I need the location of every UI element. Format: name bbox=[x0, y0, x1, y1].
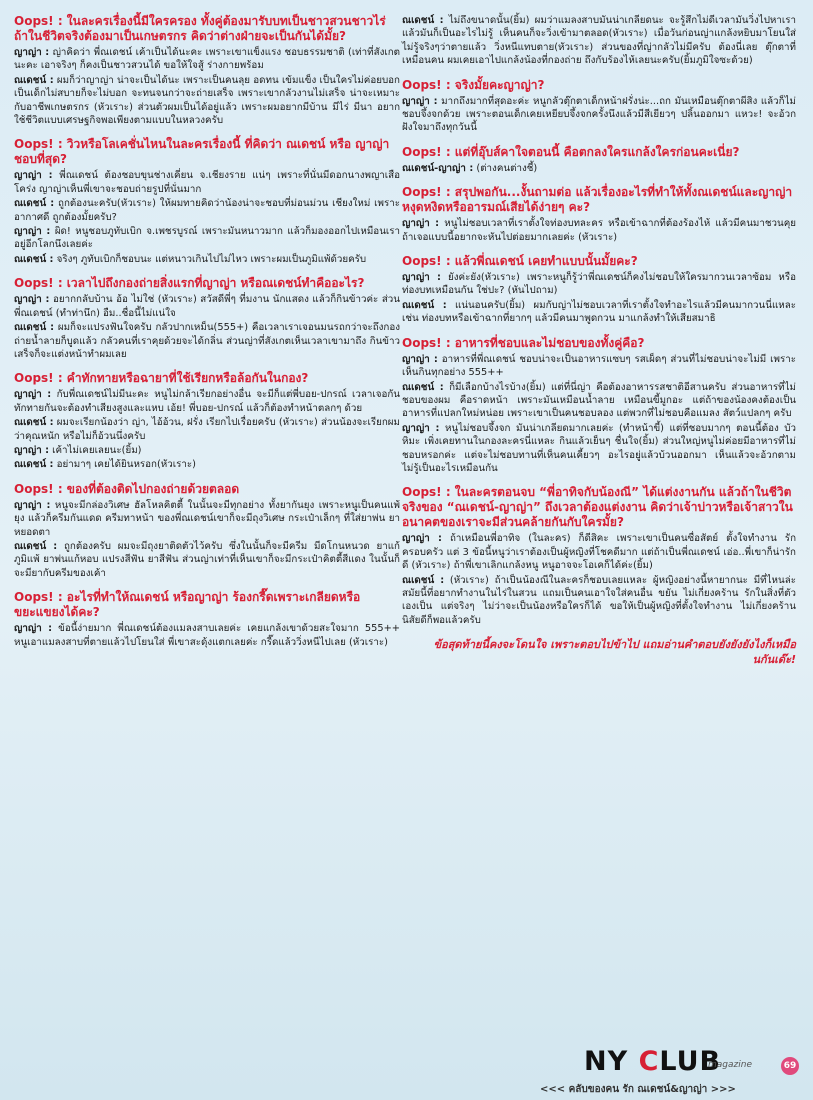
speaker-name: ญาญ่า : bbox=[14, 444, 50, 456]
speaker-name: ณเดชน์ : bbox=[14, 459, 54, 471]
answer-paragraph bbox=[14, 416, 400, 443]
answer-text: ผมก็ว่าญาญ่า น่าจะเป็นได้นะ เพราะเป็นคนลุย อดทน เข้มแข็ง เป็นใครไม่ค่อยบอก เป็นเด็กไม่สบายก็จะไม่บอก จะทนจนกว่าจะถ่ายเสร็จ เพราะเขากลัวงานไม่เสร็จ น่าจะเหมาะกับอาชีพเกษตรกร (หัวเราะ) ส่วนตัวผมเป็นได้อยู่แล้ว เพราะผมอยากมีบ้าน มีไร่ มีนา อยากใช้ชีวิตแบบเศรษฐกิจพอเพียงตามแบบในหลวงครับ bbox=[14, 74, 400, 127]
qa-section bbox=[14, 276, 400, 361]
answer-paragraph bbox=[14, 225, 400, 252]
answer-text: ถูกต้องครับ ผมจะมีถุงยาติดตัวไว้ครับ ซึ่งในนั้นก็จะมีครีม มีดโกนหนวด ยาแก้ภูมิแพ้ ยาพ่นแก้หอบ แปรงสีฟัน ยาสีฟัน ส่วนญ่าเท่าที่เห็นเขาก็จะมีกระเป๋าคิตตี้สีแดง ในนั้นก็จะมียากับครีมของเค้า bbox=[14, 540, 400, 579]
speaker-name: ณเดชน์ : bbox=[14, 198, 55, 210]
answer-text: กับพี่ณเดชน์ไม่มีนะคะ หนูไม่กล้าเรียกอย่างอื่น จะมีก็แต่พี่บอย-ปกรณ์ เวลาเจอกันทักทายกันจะต้องทำเสียงสูงและแหบ เอ้ย! พี่บอย-ปกรณ์ แล้วก็ต้องทำหน้าตลกๆ ด้วย bbox=[14, 389, 400, 414]
right-column bbox=[402, 14, 796, 667]
logo-magazine: magazine bbox=[708, 1060, 752, 1070]
answer-text: หนูไม่ชอบเวลาที่เราตั้งใจท่องบทละคร หรือเข้าฉากที่ต้องร้องไห้ แล้วมีคนมาชวนคุย ถ้าเจอแบบนี้อยากจะหันไปต่อยมากเลยค่ะ (หัวเราะ) bbox=[402, 218, 796, 243]
answer-paragraph bbox=[14, 540, 400, 580]
answer-paragraph bbox=[402, 353, 796, 380]
answer-text: ถูกต้องนะครับ(หัวเราะ) ให้ผมทายคิดว่าน้องน่าจะชอบที่ม่อนม่วน เชียงใหม่ เพราะอากาศดี ถูกต้องมั้ยครับ? bbox=[14, 198, 400, 223]
answer-text: ญ่าคิดว่า พี่ณเดชน์ เค้าเป็นได้นะคะ เพราะเขาแข็งแรง ชอบธรรมชาติ (เท่าที่สังเกตนะคะ เอาจริงๆ ก็คงเป็นชาวสวนได้ ขอให้ใจสู้ ร่างกายพร้อม bbox=[14, 47, 400, 72]
answer-text: อยากกลับบ้าน อ้อ ไม่ใช่ (หัวเราะ) สวัสดีพี่ๆ ที่มงาน นักแสดง แล้วก็กินข้าวค่ะ ส่วนพี่ณเดชน์ (ทำท่านึก) อืม..ชื่อนี้ไม่แน่ใจ bbox=[14, 294, 400, 319]
qa-section bbox=[14, 371, 400, 471]
speaker-name: ณเดชน์ : bbox=[14, 540, 58, 552]
speaker-name: ญาญ่า : bbox=[14, 294, 50, 306]
speaker-name: ณเดชน์ : bbox=[14, 74, 54, 86]
qa-section bbox=[14, 590, 400, 649]
answer-text: ข้อนี้ง่ายมาก พี่ณเดชน์ต้องแมลงสาบเลยค่ะ เคยแกล้งเขาด้วยสะใจมาก 555++ หนูเอาแมลงสาบที่ตายแล้วไปโยนใส่ พี่เขาสะดุ้งแตกเลยค่ะ กรี๊ดแล้ววิ่งหนีไปเลย (หัวเราะ) bbox=[14, 623, 401, 648]
question-heading: Oops! : แต่ที่อุ๊บส์คาใจตอนนี้ คือตกลงใครแกล้งใครก่อนคะเนี่ย? bbox=[402, 144, 740, 159]
question-heading: Oops! : อาหารที่ชอบและไม่ชอบของทั้งคู่คือ? bbox=[402, 335, 645, 350]
qa-section bbox=[402, 185, 796, 244]
speaker-name: ญาญ่า : bbox=[402, 353, 438, 365]
question-heading: Oops! : ของที่ต้องติดไปกองถ่ายด้วยตลอด bbox=[14, 481, 240, 496]
speaker-name: ณเดชน์ : bbox=[402, 15, 444, 26]
speaker-name: ญาญ่า : bbox=[14, 623, 53, 635]
answer-text: ผิด! หนูชอบภูทับเบิก จ.เพชรบูรณ์ เพราะมันหนาวมาก แล้วก็มองออกไปเหมือนเราอยู่อีกโลกนึงเลยค่ะ bbox=[14, 226, 400, 251]
question-heading: Oops! : จริงมั้ยคะญาญ่า? bbox=[402, 77, 545, 92]
answer-paragraph bbox=[402, 381, 796, 421]
answer-paragraph bbox=[14, 444, 400, 457]
speaker-name: ณเดชน์ : bbox=[14, 253, 54, 265]
ny-club-logo bbox=[584, 1046, 784, 1076]
answer-text: จริงๆ ภูทับเบิกก็ชอบนะ แต่หนาวเกินไปไม่ไหว เพราะผมเป็นภูมิแพ้ด้วยครับ bbox=[56, 253, 367, 265]
answer-text: แน่นอนครับ(ยิ้ม) ผมกับญ่าไม่ชอบเวลาที่เราตั้งใจทำอะไรแล้วมีคนมากวนนี่แหละ เช่น ท่องบทหรือเข้าฉากที่ยากๆ แล้วมีคนมาพูดกวน มาแกล้งทำให้เสียสมาธิ bbox=[402, 299, 796, 325]
speaker-name: ญาญ่า : bbox=[402, 272, 441, 284]
speaker-name: ณเดชน์ : bbox=[402, 381, 444, 393]
question-heading: Oops! : วิวหรือโลเคชั่นไหนในละครเรื่องนี้ ที่คิดว่า ณเดชน์ หรือ ญาญ่า ชอบที่สุด? bbox=[14, 137, 390, 167]
answer-paragraph bbox=[402, 299, 796, 326]
question-heading: Oops! : คำทักทายหรือฉายาที่ใช้เรียกหรือล้อกันในกอง? bbox=[14, 371, 309, 386]
answer-text: (หัวเราะ) ถ้าเป็นน้องณีในละครก็ชอบเลยแหละ ผู้หญิงอย่างนี้หายากนะ มีที่ไหนล่ะสมัยนี้ที่อยากทำงานในไร่ในสวน แถมเป็นคนเอาใจใส่คนอื่น ขยัน ไม่เกี่ยงคร้าน รักในสิ่งที่ตัวเองเป็น แต่จริงๆ ไม่ว่าจะเป็นน้องหรือใครก็ได้ ขอให้เป็นผู้หญิงที่ตั้งใจทำงาน ไม่เกี่ยงคร้าน นิสัยดีก็พอแล้วครับ bbox=[402, 574, 796, 626]
qa-section bbox=[402, 78, 796, 135]
answer-paragraph bbox=[14, 622, 400, 649]
answer-text: ก็มีเลือกบ้างไรบ้าง(ยิ้ม) แต่ที่นี่ญ่า คือต้องอาหารรสชาติอีสานครับ ส่วนอาหารที่ไม่ชอบของผม คือราดหน้า เพราะมันเหมือนน้ำลาย เหมือนขี้มูกอะ แต่ถ้าของน้องคงต้องเป็นอาหารที่แปลกใหม่หน่อย เพราะเขาเป็นคนชอบลอง แต่พวกที่ไม่ชอบคือแมลง สัตว์แปลกๆ ครับ bbox=[402, 381, 796, 420]
answer-text: ไม่ถึงขนาดนั้น(ยิ้ม) ผมว่าแมลงสาบมันน่าเกลียดนะ จะรู้สึกไม่ดีเวลามันวิ่งไปหาเรา แล้วมันก็เป็นอะไรไม่รู้ เห็นคนก็จะวิ่งเข้ามาตลอด(หัวเราะ) เมื่อวันก่อนญ่าแกล้งหยิบมาโยนใส่ ไม่รู้จริงๆว่าตายแล้ว วิ่งหนีแทบตาย(หัวเราะ) ส่วนของที่ญ่ากลัวไม่มีครับ ต้องนี่เลย ตุ๊กตาที่เหมือนคน ผมเคยเอาไปแกล้งน้องที่กองถ่าย ถึงกับร้องไห้เลยนะครับ(ยิ้มภูมิใจซะด้วย) bbox=[402, 15, 796, 67]
speaker-name: ณเดชน์ : bbox=[402, 574, 445, 586]
answer-text: ยังค่ะยัง(หัวเราะ) เพราะหนูก็รู้ว่าพี่ณเดชน์ก็คงไม่ชอบให้ใครมากวนเวลาซ้อม หรือท่องบทเหมือนกัน ใช่ปะ? (หันไปถาม) bbox=[402, 272, 796, 297]
qa-section bbox=[14, 482, 400, 580]
answer-text: หนูไม่ชอบจึ้งจก มันน่าเกลียดมากเลยค่ะ (ทำหน้าขี้) แต่ที่ชอบมากๆ ตอนนี้ต้อง บัวหิมะ เพิ่งเคยทานในกองละครนี่แหละ กินแล้วเย็นๆ ชื่นใจ(ยิ้ม) ส่วนใหญ่หนูไม่ค่อยมีอาหารที่ไม่ชอบหรอกค่ะ แต่จะไม่ชอบทานที่เห็นคนเคี้ยวๆ อะไรอยู่แล้วบ้วนออกมา เห็นแล้วจะอ้วกตาม ไม่รู้เป็นอะไรเหมือนกัน bbox=[402, 422, 796, 474]
answer-text: ผมจะเรียกน้องว่า ญ่า, ไอ้อ้วน, ฝรั่ง เรียกไปเรื่อยครับ (หัวเราะ) ส่วนน้องจะเรียกผมว่าคุณหนัก หรือไม่ก็อ้วนนึ่งครับ bbox=[14, 417, 400, 442]
speaker-name: ญาญ่า : bbox=[14, 499, 51, 511]
answer-text: ผมก็จะแปรงฟันใจครับ กลัวปากเหม็น(555+) คือเวลาเราเจอนมนรถกว่าจะถึงกองถ่ายน้ำลายก็บูดแล้ว กลัวคนที่เราคุยด้วยจะได้กลิ่น ส่วนญ่าที่สังเกตเห็นเวลาเขามาถึง กินข้าวเสร็จก็จะแต่งหน้าทำผมเลย bbox=[14, 322, 401, 360]
answer-paragraph bbox=[14, 169, 400, 196]
qa-section bbox=[402, 254, 796, 326]
answer-paragraph bbox=[402, 217, 796, 244]
speaker-name: ญาญ่า : bbox=[14, 170, 53, 182]
answer-paragraph bbox=[14, 321, 400, 361]
answer-text: (ต่างคนต่างชี้) bbox=[476, 162, 538, 174]
speaker-name: ณเดชน์ : bbox=[14, 322, 55, 334]
speaker-name: ญาญ่า : bbox=[14, 226, 51, 238]
page-number: 69 bbox=[781, 1057, 799, 1075]
speaker-name: ญาญ่า : bbox=[402, 533, 442, 545]
answer-text: หนูจะมีกล่องวิเศษ ฮัลโหลคิตตี้ ในนั้นจะมีทุกอย่าง ทั้งยากันยุง เพราะหนูเป็นคนแพ้ยุง แล้วก็ครีมกันแดด ครีมทาหน้า ของพี่ณเดชน์เขาก็จะมีถุงวิเศษ กระเป๋าเล็กๆ ที่ใส่ยาพ่น ยาหยอดตา bbox=[14, 499, 400, 538]
answer-paragraph bbox=[14, 388, 400, 415]
qa-section bbox=[14, 14, 400, 127]
question-heading: Oops! : ในละครตอนจบ “พี่อาทิจกับน้องณี” ได้แต่งงานกัน แล้วถ้าในชีวิตจริงของ “ณเดชน์-ญาญ่า” ถึงเวลาต้องแต่งงาน คิดว่าเจ้าบ่าวหรือเจ้าสาวในอนาคตของเราจะมีส่วนคล้ายกันกับใครมั้ย? bbox=[402, 485, 793, 530]
answer-paragraph bbox=[14, 253, 400, 266]
answer-paragraph bbox=[402, 162, 796, 175]
answer-text: เค้าไม่เคยเลยนะ(ยิ้ม) bbox=[52, 444, 142, 456]
qa-section bbox=[402, 485, 796, 627]
question-heading: Oops! : ในละครเรื่องนี้มีใครครอง ทั้งคู่ต้องมารับบทเป็นชาวสวนชาวไร่ ถ้าในชีวิตจริงต้องมาเป็นเกษตรกร คิดว่าต่างฝ่ายจะเป็นกันได้มั้ย? bbox=[14, 14, 386, 43]
question-heading: Oops! : แล้วพี่ณเดชน์ เคยทำแบบนั้นมั้ยคะ? bbox=[402, 254, 638, 269]
logo-text: NY CLUB bbox=[584, 1046, 722, 1077]
answer-paragraph bbox=[14, 46, 400, 73]
question-heading: Oops! : เวลาไปถึงกองถ่ายสิ่งแรกที่ญาญ่า หรือณเดชน์ทำคืออะไร? bbox=[14, 276, 365, 291]
speaker-name: ญาญ่า : bbox=[402, 218, 440, 230]
answer-paragraph bbox=[14, 293, 400, 320]
qa-section bbox=[402, 336, 796, 476]
answer-paragraph bbox=[402, 422, 796, 476]
question-heading: Oops! : อะไรที่ทำให้ณเดชน์ หรือญาญ่า ร้องกรี๊ดเพราะเกลียดหรือขยะแขยงได้คะ? bbox=[14, 590, 361, 620]
answer-text: อย่ามาๆ เคยได้ยินหรอก(หัวเราะ) bbox=[56, 459, 196, 471]
answer-paragraph bbox=[14, 458, 400, 471]
speaker-name: ณเดชน์ : bbox=[402, 299, 447, 311]
answer-paragraph bbox=[402, 532, 796, 572]
answer-text: พี่ณเดชน์ ต้องชอบขุนช่างเคี่ยน จ.เชียงราย แน่ๆ เพราะที่นั่นมีดอกนางพญาเสือโคร่ง ญาญ่าเห็นพี่เขาจะชอบถ่ายรูปที่นั่นมาก bbox=[14, 170, 401, 195]
speaker-name: ญาญ่า : bbox=[402, 95, 438, 107]
left-column bbox=[14, 14, 400, 659]
answer-paragraph bbox=[402, 574, 796, 628]
answer-paragraph bbox=[14, 197, 400, 224]
answer-paragraph bbox=[14, 74, 400, 128]
answer-text: อาหารที่พี่ณเดชน์ ชอบน่าจะเป็นอาหารแซบๆ รสเผ็ดๆ ส่วนที่ไม่ชอบน่าจะไม่มี เพราะเห็นกินทุกอย่าง 555++ bbox=[402, 353, 796, 379]
answer-paragraph bbox=[14, 499, 400, 539]
answer-paragraph bbox=[402, 14, 796, 68]
footer-caption: <<< คลับของคน รัก ณเดชน์&ญาญ่า >>> bbox=[540, 1084, 736, 1095]
speaker-name: ณเดชน์-ญาญ่า : bbox=[402, 162, 474, 174]
question-heading: Oops! : สรุปพอกัน...งั้นถามต่อ แล้วเรื่องอะไรที่ทำให้ทั้งณเดชน์และญาญ่า หงุดหงิดหรืออารมณ์เสียได้ง่ายๆ คะ? bbox=[402, 185, 793, 215]
speaker-name: ญาญ่า : bbox=[14, 47, 50, 58]
qa-section bbox=[402, 14, 796, 68]
closing-remark: ข้อสุดท้ายนี้คงจะโดนใจ เพราะตอบไปข้าไป แถมอ่านคำตอบยังยังยังไงก็เหมือนกันเด๊ะ! bbox=[433, 638, 796, 667]
answer-text: มากถึงมากที่สุดอะค่ะ หนูกลัวตุ๊กตาเด็กหน้าฝรั่งน่ะ...ถก มันเหมือนตุ๊กตาผีสิง แล้วก็ไม่ชอบจึ้งจกด้วย เพราะตอนเด็กเคยเหยียบจึ้งจกครั้งนึงแล้วมีสีเยียวๆ ปลิ้นออกมา แหวะ! จะอ้วก ฝังใจมาถึงทุกวันนี้ bbox=[402, 95, 796, 134]
answer-paragraph bbox=[402, 95, 796, 135]
speaker-name: ญาญ่า : bbox=[402, 422, 440, 434]
answer-paragraph bbox=[402, 271, 796, 298]
speaker-name: ณเดชน์ : bbox=[14, 417, 54, 429]
qa-section bbox=[402, 145, 796, 175]
qa-section bbox=[14, 137, 400, 266]
speaker-name: ญาญ่า : bbox=[14, 389, 52, 401]
answer-text: ถ้าเหมือนพี่อาทิจ (ในละคร) ก็ดีสิคะ เพราะเขาเป็นคนซื่อสัตย์ ตั้งใจทำงาน รักครอบครัว แต่ 3 ข้อนี้หนูว่าเราต้องเป็นผู้หญิงที่โชคดีมาก แต่ถ้าเป็นพี่ณเดชน์ เอ่อ..พี่เขาก็น่ารักดี (หัวเราะ) ถ้าพี่เขาเลิกแกล้งหนู หนูอาจจะโอเคก็ได้ค่ะ(ยิ้ม) bbox=[402, 533, 796, 572]
